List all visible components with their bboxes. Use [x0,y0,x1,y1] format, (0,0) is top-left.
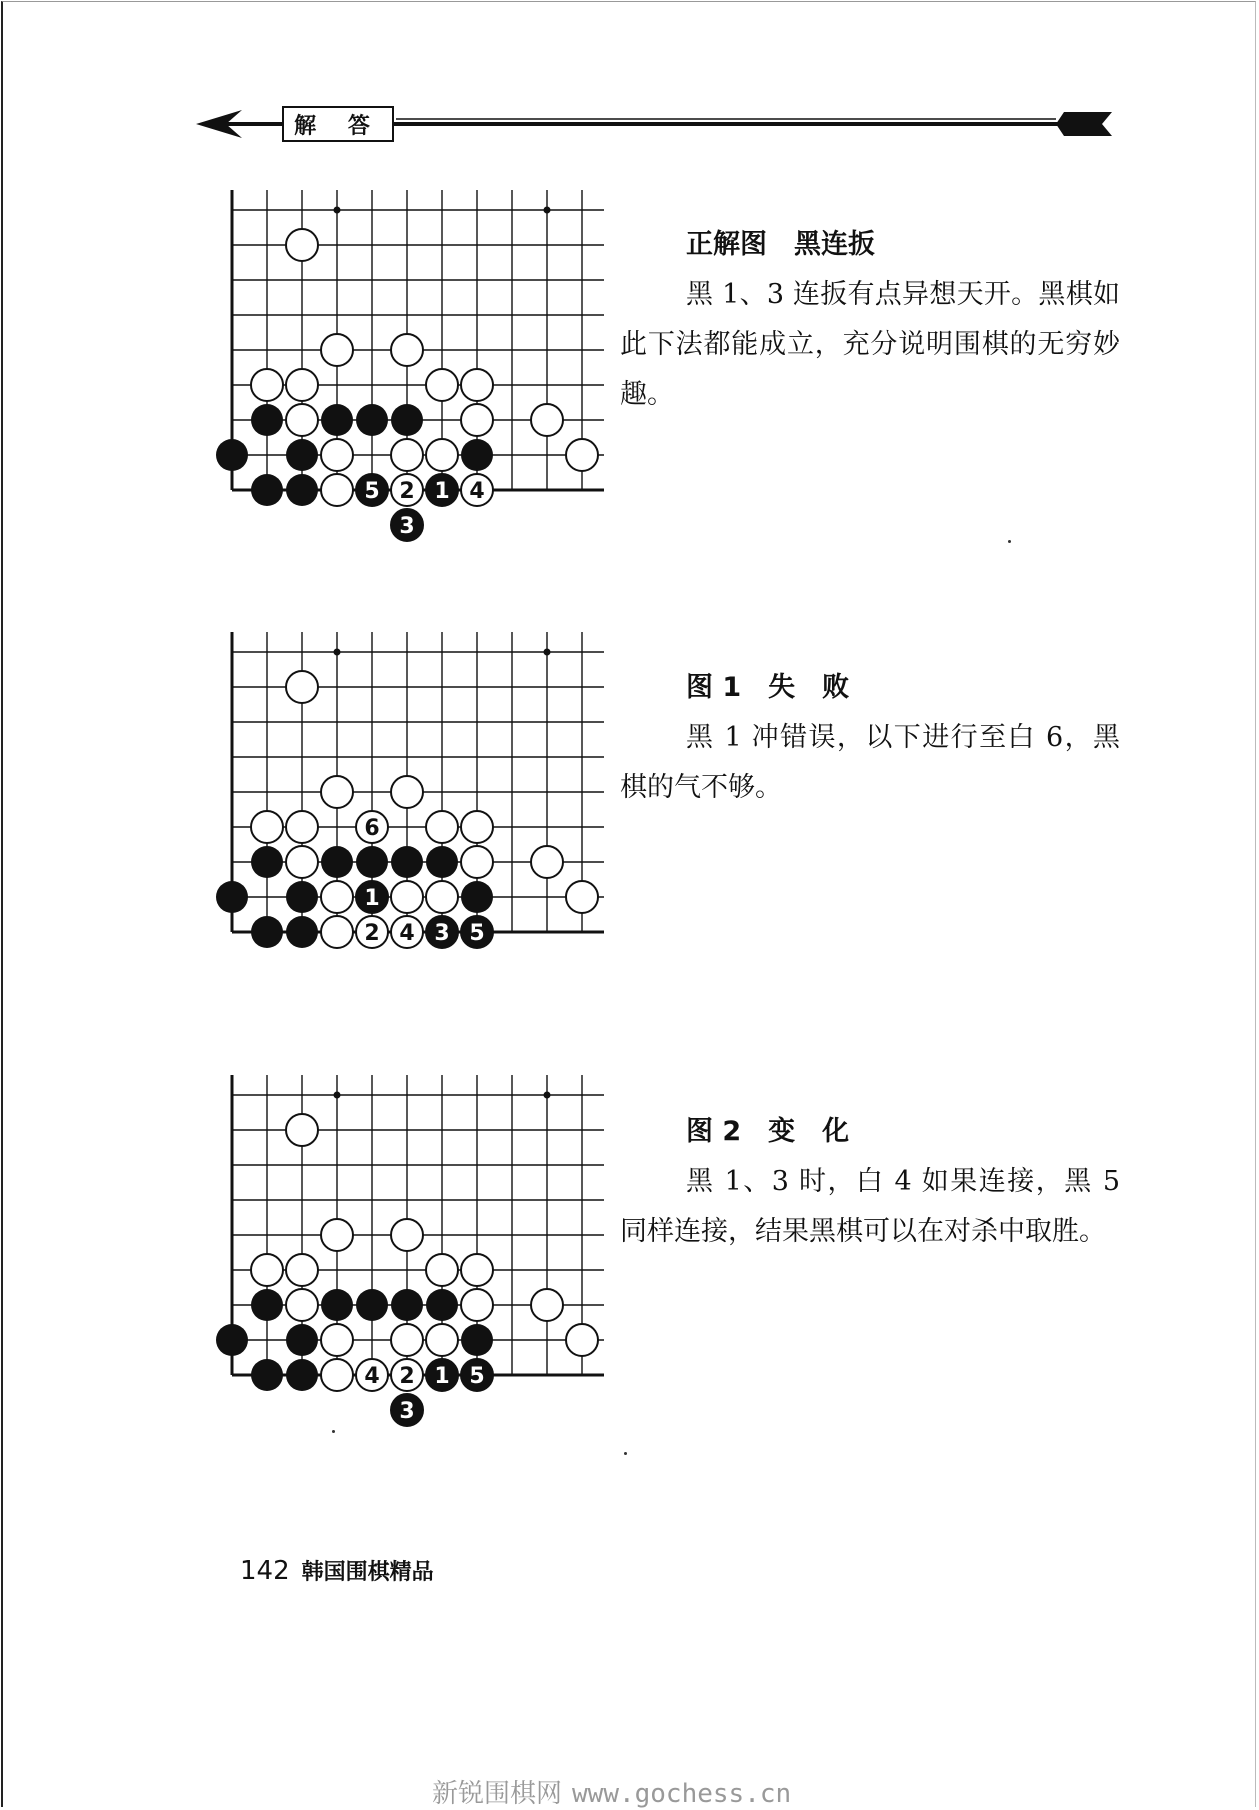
star-point [334,1092,341,1099]
move-number: 1 [434,1364,450,1389]
white-stone [286,1254,318,1286]
black-stone [251,404,283,436]
star-point [544,207,551,214]
white-stone [391,881,423,913]
go-board-2 [210,1075,610,1455]
black-stone [251,846,283,878]
watermark-url: www.gochess.cn [572,1779,792,1809]
move-number: 4 [399,921,415,946]
page-footer [240,1555,434,1586]
move-number: 3 [399,514,415,539]
white-stone [321,776,353,808]
white-stone [461,404,493,436]
figure-2-text [620,1107,1120,1257]
star-point [544,1092,551,1099]
white-stone [251,1254,283,1286]
move-number: 1 [434,479,450,504]
black-stone [286,1359,318,1391]
white-stone [391,1219,423,1251]
star-point [334,649,341,656]
move-number: 3 [399,1399,415,1424]
black-stone [321,1289,353,1321]
move-number: 1 [364,886,380,911]
white-stone [321,881,353,913]
black-stone [391,404,423,436]
go-board-1 [210,632,610,1012]
star-point [334,207,341,214]
black-stone [321,404,353,436]
white-stone [461,1254,493,1286]
white-stone [566,881,598,913]
black-stone [391,846,423,878]
move-number: 6 [364,816,380,841]
white-stone [426,439,458,471]
move-number: 2 [399,1364,415,1389]
black-stone [461,1324,493,1356]
figure-title: 图 2 变 化 [686,1116,850,1147]
white-stone [286,1289,318,1321]
white-stone [321,439,353,471]
print-speck [624,1452,627,1455]
figure-0-text [620,220,1120,420]
move-number: 2 [399,479,415,504]
black-stone [286,439,318,471]
white-stone [531,1289,563,1321]
white-stone [321,916,353,948]
white-stone [321,1219,353,1251]
black-stone [251,474,283,506]
white-stone [461,846,493,878]
black-stone [356,1289,388,1321]
move-number: 4 [364,1364,380,1389]
move-number: 2 [364,921,380,946]
white-stone [566,439,598,471]
white-stone [391,439,423,471]
move-number: 5 [469,1364,485,1389]
white-stone [286,1114,318,1146]
black-stone [321,846,353,878]
go-board-0 [210,190,610,570]
black-stone [251,1359,283,1391]
black-stone [356,846,388,878]
section-header [196,104,1116,144]
white-stone [286,229,318,261]
black-stone [286,474,318,506]
white-stone [461,369,493,401]
figure-1-text [620,663,1120,813]
white-stone [321,1359,353,1391]
black-stone [216,439,248,471]
print-speck [332,1430,335,1433]
white-stone [286,811,318,843]
black-stone [216,881,248,913]
white-stone [321,334,353,366]
header-label: 解 答 [282,106,394,142]
white-stone [321,474,353,506]
white-stone [286,846,318,878]
move-number: 5 [364,479,380,504]
white-stone [286,404,318,436]
black-stone [286,916,318,948]
white-stone [531,846,563,878]
white-stone [251,811,283,843]
white-stone [461,1289,493,1321]
move-number: 3 [434,921,450,946]
white-stone [391,1324,423,1356]
watermark-site-name: 新锐围棋网 [432,1779,563,1809]
white-stone [461,811,493,843]
white-stone [566,1324,598,1356]
book-title: 韩国围棋精品 [301,1560,434,1585]
star-point [544,649,551,656]
figure-body: 黑 1 冲错误，以下进行至白 6，黑棋的气不够。 [620,722,1120,803]
black-stone [426,1289,458,1321]
figure-title: 图 1 失 败 [686,672,850,703]
move-number: 4 [469,479,485,504]
black-stone [391,1289,423,1321]
white-stone [286,671,318,703]
black-stone [286,1324,318,1356]
white-stone [426,1254,458,1286]
black-stone [251,1289,283,1321]
white-stone [251,369,283,401]
black-stone [461,439,493,471]
black-stone [286,881,318,913]
white-stone [426,881,458,913]
black-stone [461,881,493,913]
black-stone [356,404,388,436]
page-number: 142 [240,1556,290,1586]
white-stone [426,369,458,401]
black-stone [426,846,458,878]
figure-title: 正解图 黑连扳 [686,229,875,260]
figure-body: 黑 1、3 时，白 4 如果连接，黑 5 同样连接，结果黑棋可以在对杀中取胜。 [620,1166,1120,1247]
black-stone [216,1324,248,1356]
watermark [432,1773,791,1810]
print-speck [1008,540,1011,543]
white-stone [391,334,423,366]
white-stone [286,369,318,401]
white-stone [426,811,458,843]
white-stone [391,776,423,808]
white-stone [321,1324,353,1356]
move-number: 5 [469,921,485,946]
figure-body: 黑 1、3 连扳有点异想天开。黑棋如此下法都能成立，充分说明围棋的无穷妙趣。 [620,279,1120,410]
white-stone [531,404,563,436]
white-stone [426,1324,458,1356]
black-stone [251,916,283,948]
